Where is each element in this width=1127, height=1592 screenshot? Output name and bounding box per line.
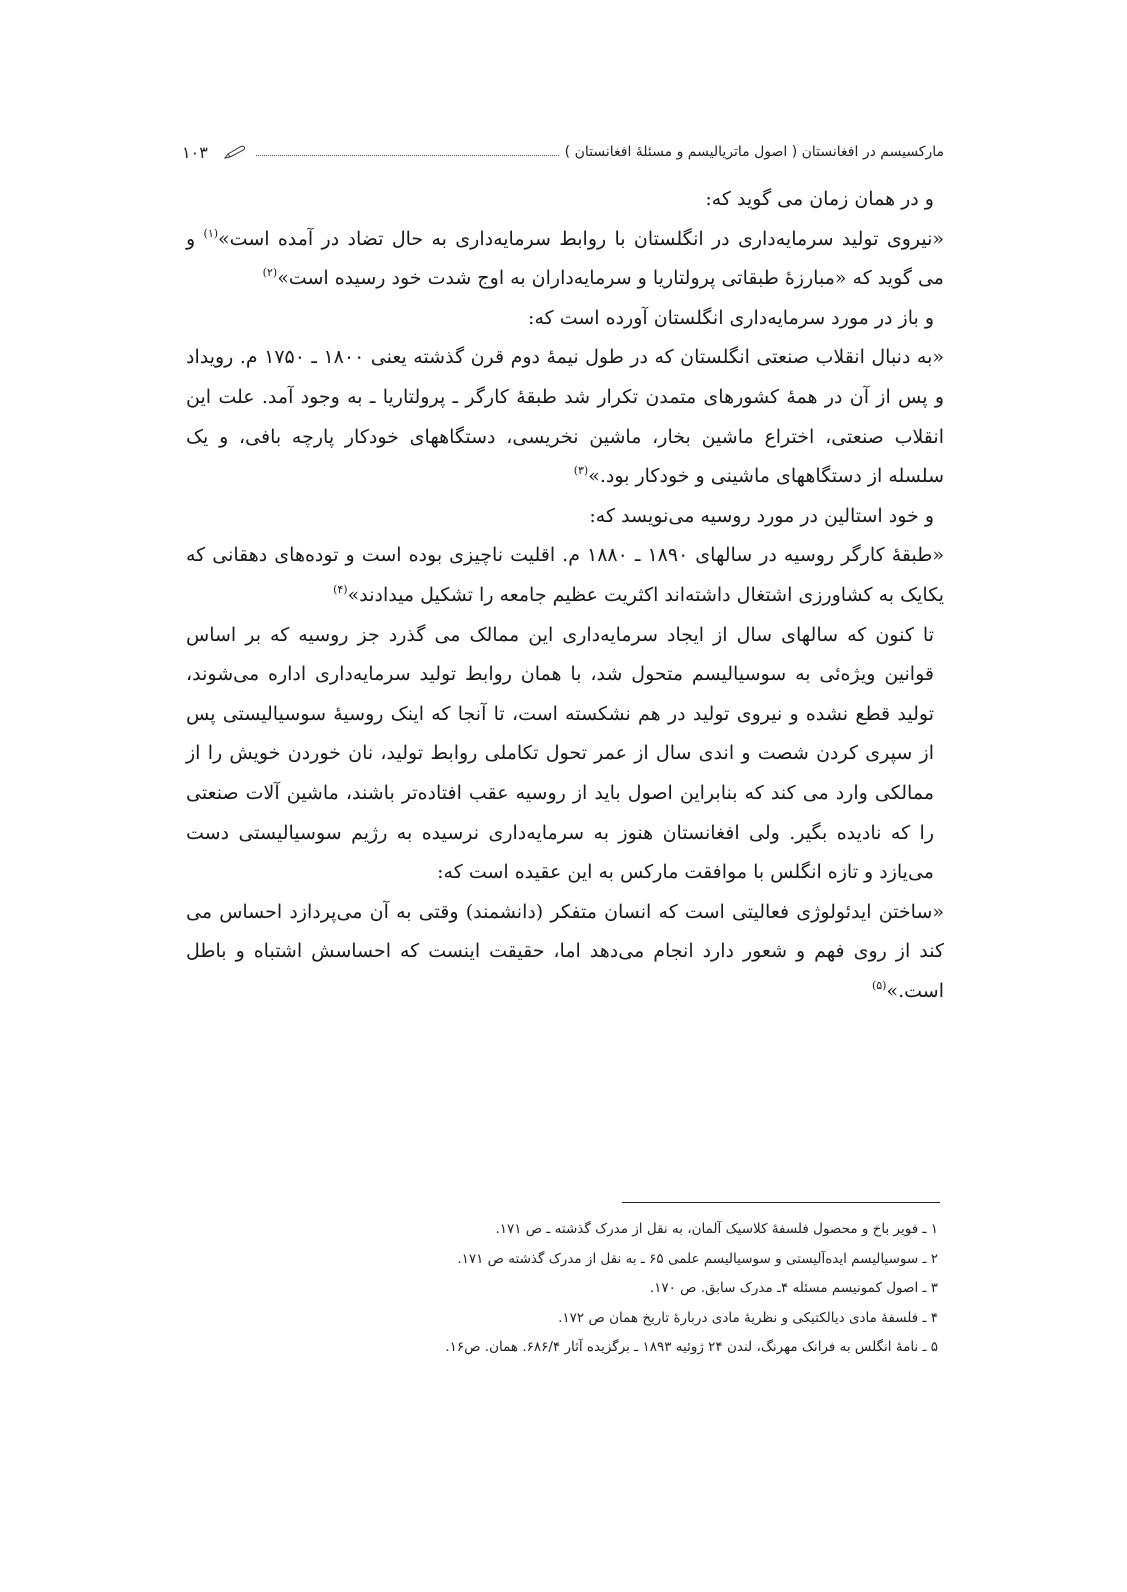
page-number: ۱۰۳ [182, 142, 208, 162]
header-dot-leader [256, 155, 559, 156]
footnote-ref: (۱) [203, 226, 219, 240]
footnote-separator [622, 1202, 940, 1203]
paragraph: و در همان زمان می گوید که: [705, 188, 934, 210]
footnotes [186, 1215, 938, 1363]
footnote-ref: (۴) [333, 582, 348, 596]
running-header-title: مارکسیسم در افغانستان ( اصول ماتریالیسم و مسئلهٔ افغانستان ) [564, 144, 944, 160]
footnote: ۵ ـ نامهٔ انگلس به فرانک مهرنگ، لندن ۲۴ ژوئیه ۱۸۹۳ ـ برگزیده آثار ۶۸۶/۴. همان. ص۱۶. [445, 1339, 938, 1355]
paragraph: «ساختن ایدئولوژی فعالیتی است که انسان متفکر (دانشمند) وقتی به آن می‌پردازد احساس می کند از روی فهم و شعور دارد انجام می‌دهد اما، حقیقت اینست که احساسش اشتباه و باطل است.»$^{(۵)}$ [186, 900, 944, 1002]
paragraph: و باز در مورد سرمایه‌داری انگلستان آورده است که: [528, 306, 934, 329]
body-text [186, 180, 944, 1011]
footnote-ref: (۲) [262, 266, 278, 280]
footnote: ۱ ـ فویر باخ و محصول فلسفهٔ کلاسیک آلمان، به نقل از مدرک گذشته ـ ص ۱۷۱. [495, 1221, 938, 1237]
footnote: ۳ ـ اصول کمونیسم مسئله ۴ـ مدرک سابق. ص ۱۷۰. [649, 1280, 938, 1296]
running-header [182, 138, 944, 166]
paragraph: و خود استالین در مورد روسیه می‌نویسد که: [589, 504, 934, 527]
paragraph: «نیروی تولید سرمایه‌داری در انگلستان با روابط سرمایه‌داری به حال تضاد در آمده است»$^{(۱)}$ و می گوید که «مبارزهٔ طبقاتی پرولتاریا و سرمایه‌داران به اوج شدت خود رسیده است»$^{(۲)}$ [186, 226, 944, 290]
footnote: ۴ ـ فلسفهٔ مادی دیالکتیکی و نظریهٔ مادی دربارهٔ تاریخ همان ص ۱۷۲. [558, 1309, 938, 1326]
paragraph: تا کنون که سالهای سال از ایجاد سرمایه‌داری این ممالک می گذرد جز روسیه که بر اساس قوانین ویژه‌ئی به سوسیالیسم متحول شد، با همان روابط تولید سرمایه‌داری اداره می‌شوند، تولید قطع نشده و نیروی تولید در هم نشکسته است، تا آنجا که اینک روسیهٔ سوسیالیستی پس از سپری کردن شصت و اندی سال از عمر تحول تکاملی روابط تولید، نان خوردن خویش را از ممالکی وارد می کند که بنابراین اصول باید از روسیه عقب افتاده‌تر باشند، ماشین آلات صنعتی را که نادیده بگیر. ولی افغانستان هنوز به سرمایه‌داری نرسیده به رژیم سوسیالیستی دست می‌یازد و تازه انگلس با موافقت مارکس به این عقیده است که: [186, 623, 934, 884]
footnote: ۲ ـ سوسیالیسم ایده‌آلیستی و سوسیالیسم علمی ۶۵ ـ به نقل از مدرک گذشته ص ۱۷۱. [457, 1250, 938, 1267]
footnote-ref: (۵) [871, 978, 887, 992]
footnote-ref: (۳) [573, 464, 589, 478]
paragraph: «طبقهٔ کارگر روسیه در سالهای ۱۸۹۰ ـ ۱۸۸۰ م. اقلیت ناچیزی بوده است و توده‌های دهقانی که یکایک به کشاورزی اشتغال داشته‌اند اکثریت عظیم جامعه را تشکیل میدادند»$^{(۴)}$ [186, 544, 944, 606]
pen-icon [224, 145, 246, 159]
paragraph: «به دنبال انقلاب صنعتی انگلستان که در طول نیمهٔ دوم قرن گذشته یعنی ۱۸۰۰ ـ ۱۷۵۰ م. رویداد و پس از آن در همهٔ کشورهای متمدن تکرار شد طبقهٔ کارگر ـ پرولتاریا ـ به وجود آمد. علت این انقلاب صنعتی، اختراع ماشین بخار، ماشین نخریسی، دستگاههای خودکار پارچه بافی، و یک سلسله از دستگاههای ماشینی و خودکار بود.»$^{(۳)}$ [186, 346, 944, 488]
